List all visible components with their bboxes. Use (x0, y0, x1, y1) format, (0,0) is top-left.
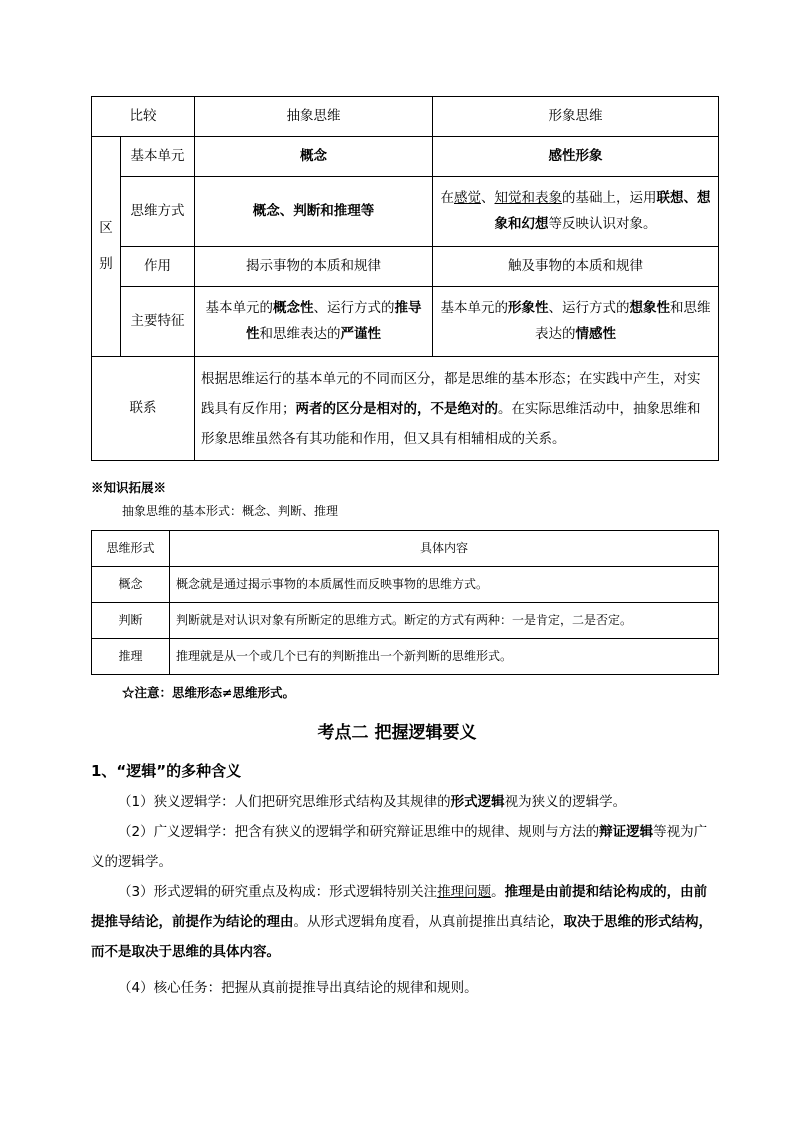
text: 的基础上，运用 (562, 189, 657, 206)
relation-cell (195, 357, 719, 461)
note-subtitle: 抽象思维的基本形式：概念、判断、推理 (122, 504, 339, 518)
text: 、运行方式的 (313, 299, 395, 316)
form-label: 概念 (92, 567, 170, 603)
text: 概念性 (273, 299, 314, 316)
row-label: 作用 (121, 247, 195, 287)
header-compare: 比较 (92, 97, 195, 137)
form-content: 概念就是通过揭示事物的本质属性而反映事物的思维方式。 (170, 567, 719, 603)
abstract-cell: 概念、判断和推理等 (195, 177, 433, 247)
text: 想象性 (629, 299, 670, 316)
text: 严谨性 (340, 325, 381, 342)
paragraph: （4）核心任务：把握从真前提推导出真结论的规律和规则。 (118, 980, 478, 996)
abstract-cell: 概念 (195, 137, 433, 177)
text: 基本单元的 (440, 299, 508, 316)
image-cell: 触及事物的本质和规律 (433, 247, 719, 287)
text: 在 (440, 189, 454, 206)
text: 知觉和表象 (494, 189, 562, 206)
text: 形象性 (508, 299, 549, 316)
text: 。 (491, 884, 505, 900)
text: 辩证逻辑 (599, 824, 654, 840)
text: 、 (481, 189, 495, 206)
image-cell: 感性形象 (433, 137, 719, 177)
difference-label: 区 别 (92, 137, 121, 357)
form-label: 推理 (92, 639, 170, 675)
text: 视为狭义的逻辑学。 (504, 794, 627, 810)
header-image: 形象思维 (433, 97, 719, 137)
text: 感觉 (454, 189, 481, 206)
image-cell (433, 177, 719, 247)
text: 两者的区分是相对的，不是绝对的 (295, 400, 498, 417)
row-label: 基本单元 (121, 137, 195, 177)
paragraph (91, 787, 718, 817)
text: 等视为广义的逻辑学。 (91, 824, 708, 870)
text: 推导性 (246, 299, 422, 342)
text: （3）形式逻辑的研究重点及构成：形式逻辑特别关注 (118, 884, 438, 900)
image-cell (433, 287, 719, 357)
text: 。从形式逻辑角度看，从真前提推出真结论， (293, 914, 564, 930)
form-label: 判断 (92, 603, 170, 639)
text: 形式逻辑 (450, 794, 505, 810)
header-content: 具体内容 (170, 531, 719, 567)
row-label: 思维方式 (121, 177, 195, 247)
text: 推理是由前提和结论构成的，由前提推导结论，前提作为结论的理由 (91, 884, 708, 930)
paragraph (91, 817, 718, 877)
header-form: 思维形式 (92, 531, 170, 567)
text: 和思维表达的 (259, 325, 341, 342)
text: 推理问题 (437, 884, 492, 900)
abstract-cell (195, 287, 433, 357)
row-label: 主要特征 (121, 287, 195, 357)
text: 、运行方式的 (548, 299, 630, 316)
comparison-table (91, 96, 719, 461)
abstract-cell: 揭示事物的本质和规律 (195, 247, 433, 287)
attention-note: ☆注意：思维形态≠思维形式。 (122, 685, 295, 700)
text: 根据思维运行的基本单元的不同而区分，都是思维的基本形态；在实践中产生，对实践具有反作用； (201, 370, 701, 417)
text: 和思维表达的 (535, 299, 711, 342)
note-title: ※知识拓展※ (91, 480, 167, 495)
paragraph (91, 877, 718, 967)
form-content: 判断就是对认识对象有所断定的思维方式。断定的方式有两种：一是肯定，二是否定。 (170, 603, 719, 639)
header-abstract: 抽象思维 (195, 97, 433, 137)
text: 等反映认识对象。 (548, 215, 657, 232)
section-title: 考点二 把握逻辑要义 (317, 723, 477, 743)
text: 。在实际思维活动中，抽象思维和形象思维虽然各有其功能和作用，但又具有相辅相成的关系。 (201, 400, 701, 447)
text: 情感性 (575, 325, 616, 342)
heading: 1、“逻辑”的多种含义 (91, 762, 242, 780)
text: （2）广义逻辑学：把含有狭义的逻辑学和研究辩证思维中的规律、规则与方法的 (118, 824, 600, 840)
text: 基本单元的 (205, 299, 273, 316)
relation-label: 联系 (92, 357, 195, 461)
forms-table (91, 530, 719, 675)
text: （1）狭义逻辑学：人们把研究思维形式结构及其规律的 (118, 794, 451, 810)
text: 联想、想象和幻想 (494, 189, 711, 232)
text: 取决于思维的形式结构，而不是取决于思维的具体内容。 (91, 914, 712, 960)
form-content: 推理就是从一个或几个已有的判断推出一个新判断的思维形式。 (170, 639, 719, 675)
